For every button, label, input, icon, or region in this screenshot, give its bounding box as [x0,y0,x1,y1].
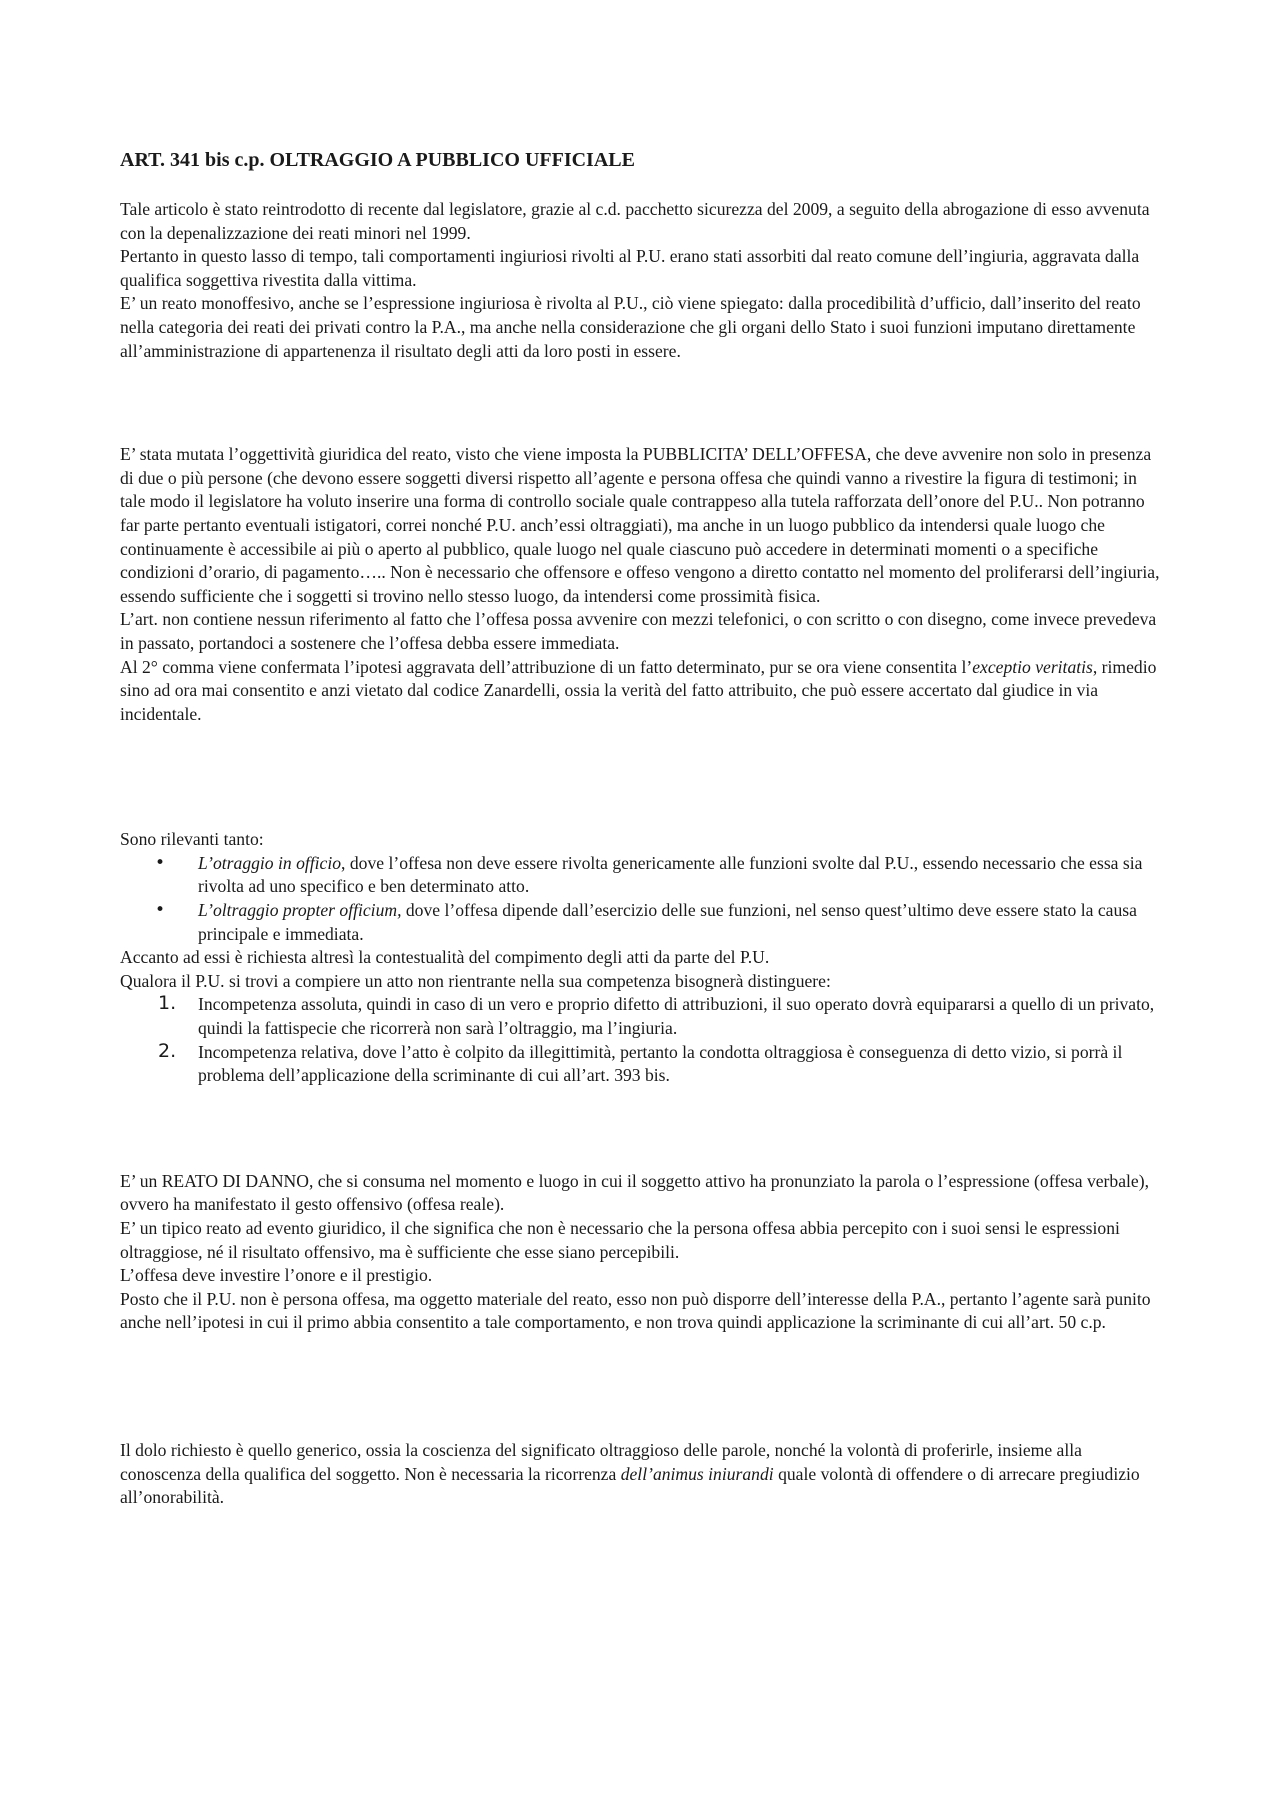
document-page [120,148,1160,1510]
paragraph: E’ un tipico reato ad evento giuridico, il che significa che non è necessario che la persona offesa abbia percepito con i suoi sensi le espressioni oltraggiose, né il risultato offensivo, ma è sufficiente che esse siano percepibili. [120,1218,1120,1262]
list-item [120,1041,1160,1088]
text-run: Il dolo richiesto è quello generico, ossia la coscienza del significato oltraggioso delle parole, nonché la volontà di proferirle, insieme alla conoscenza della qualifica del soggetto. Non è necessaria la ricorrenza [120,1439,1082,1484]
text-run: dove l’offesa dipende dall’esercizio delle sue funzioni, nel senso quest’ultimo deve essere stato la causa principale e immediata. [198,900,1137,944]
section-publicity [120,443,1160,726]
italic-term: dell’animus iniurandi [620,1463,774,1484]
section-intent [120,1439,1160,1510]
paragraph: L’offesa deve investire l’onore e il prestigio. [120,1265,433,1286]
spacer [120,726,1160,836]
spacer [120,1335,1160,1439]
list-number: 2. [158,1039,177,1062]
list-item [120,993,1160,1040]
text-run: Incompetenza assoluta, quindi in caso di un vero e proprio difetto di attribuzioni, il suo operato dovrà equipararsi a quello di un privato, quindi la fattispecie che ricorrerà non sarà l’oltraggio, ma l’ingiuria. [198,994,1155,1039]
spacer [120,363,1160,433]
text-run: quale volontà di offendere o di arrecare pregiudizio all’onorabilità. [120,1463,1140,1508]
text-run: Al 2° comma viene confermata l’ipotesi aggravata dell’attribuzione di un fatto determinato, pur se ora viene consentita l’ [120,656,973,677]
list-number: 1. [158,992,177,1015]
section-relevance [120,828,1160,1088]
paragraph [120,656,1160,727]
paragraph: Pertanto in questo lasso di tempo, tali comportamenti ingiuriosi rivolti al P.U. erano stati assorbiti dal reato comune dell’ingiuria, aggravata dalla qualifica soggettiva rivestita dalla vittima. [120,246,1140,290]
text-run: , dove l’offesa non deve essere rivolta genericamente alle funzioni svolte dal P.U., essendo necessario che essa sia rivolta ad uno specifico e ben determinato atto. [198,852,1143,897]
list-item [120,899,1160,946]
paragraph: Qualora il P.U. si trovi a compiere un atto non rientrante nella sua competenza bisognerà distinguere: [120,970,831,991]
italic-term: L’otraggio in officio [198,852,342,873]
document-title: ART. 341 bis c.p. OLTRAGGIO A PUBBLICO UFFICIALE [120,149,635,171]
paragraph: E’ un reato monoffesivo, anche se l’espressione ingiuriosa è rivolta al P.U., ciò viene spiegato: dalla procedibilità d’ufficio, dall’inserito del reato nella categoria dei reati dei privati contro la P.A., ma anche nella considerazione che gli organi dello Stato i suoi funzioni imputano direttamente all’amministrazione di appartenenza il risultato degli atti da loro posti in essere. [120,293,1141,361]
paragraph: Accanto ad essi è richiesta altresì la contestualità del compimento degli atti da parte del P.U. [120,947,770,968]
paragraph: L’art. non contiene nessun riferimento al fatto che l’offesa possa avvenire con mezzi telefonici, o con scritto o con disegno, come invece prevedeva in passato, portandoci a sostenere che l’offesa debba essere immediata. [120,609,1157,653]
paragraph: E’ un REATO DI DANNO, che si consuma nel momento e luogo in cui il soggetto attivo ha pronunziato la parola o l’espressione (offesa verbale), ovvero ha manifestato il gesto offensivo (offesa reale). [120,1170,1149,1215]
bullet-list [120,852,1160,946]
paragraph: E’ stata mutata l’oggettività giuridica del reato, visto che viene imposta la PUBBLICITA’ DELL’OFFESA, che deve avvenire non solo in presenza di due o più persone (che devono essere soggetti diversi rispetto all’agente e persona offesa che quindi vanno a rivestire la figura di testimoni; in tale modo il legislatore ha voluto inserire una forma di controllo sociale quale contrappeso alla tutela rafforzata dell’onore del P.U.. Non potranno far parte pertanto eventuali istigatori, correi nonché P.U. anch’essi oltraggiati), ma anche in un luogo pubblico da intendersi quale luogo che continuamente è accessibile ai più o aperto al pubblico, quale luogo nel quale ciascuno può accedere in determinati momenti o a specifiche condizioni d’orario, di pagamento….. Non è necessario che offensore e offeso vengono a diretto contatto nel momento del proliferarsi dell’ingiuria, essendo sufficiente che i soggetti si trovino nello stesso luogo, da intendersi come prossimità fisica. [120,444,1160,606]
italic-term: L’oltraggio propter officium, [198,900,402,921]
text-run: Incompetenza relativa, dove l’atto è colpito da illegittimità, pertanto la condotta oltraggiosa è conseguenza di detto vizio, si porrà il problema dell’applicazione della scriminante di cui all’art. 393 bis. [198,1041,1123,1086]
paragraph [120,1439,1160,1510]
numbered-list [120,993,1160,1087]
section-reintroduction [120,198,1160,363]
paragraph: Posto che il P.U. non è persona offesa, ma oggetto materiale del reato, esso non può disporre dell’interesse della P.A., pertanto l’agente sarà punito anche nell’ipotesi in cui il primo abbia consentito a tale comportamento, e non trova quindi applicazione la scriminante di cui all’art. 50 c.p. [120,1288,1151,1333]
text-run: , rimedio sino ad ora mai consentito e anzi vietato dal codice Zanardelli, ossia la verità del fatto attribuito, che può essere accertato dal giudice in via incidentale. [120,656,1157,724]
paragraph: Sono rilevanti tanto: [120,829,264,850]
list-item [120,852,1160,899]
italic-term: exceptio veritatis [972,656,1093,677]
paragraph: Tale articolo è stato reintrodotto di recente dal legislatore, grazie al c.d. pacchetto sicurezza del 2009, a seguito della abrogazione di esso avvenuta con la depenalizzazione dei reati minori nel 1999. [120,199,1150,243]
spacer [120,1088,1160,1170]
section-harm [120,1170,1160,1335]
